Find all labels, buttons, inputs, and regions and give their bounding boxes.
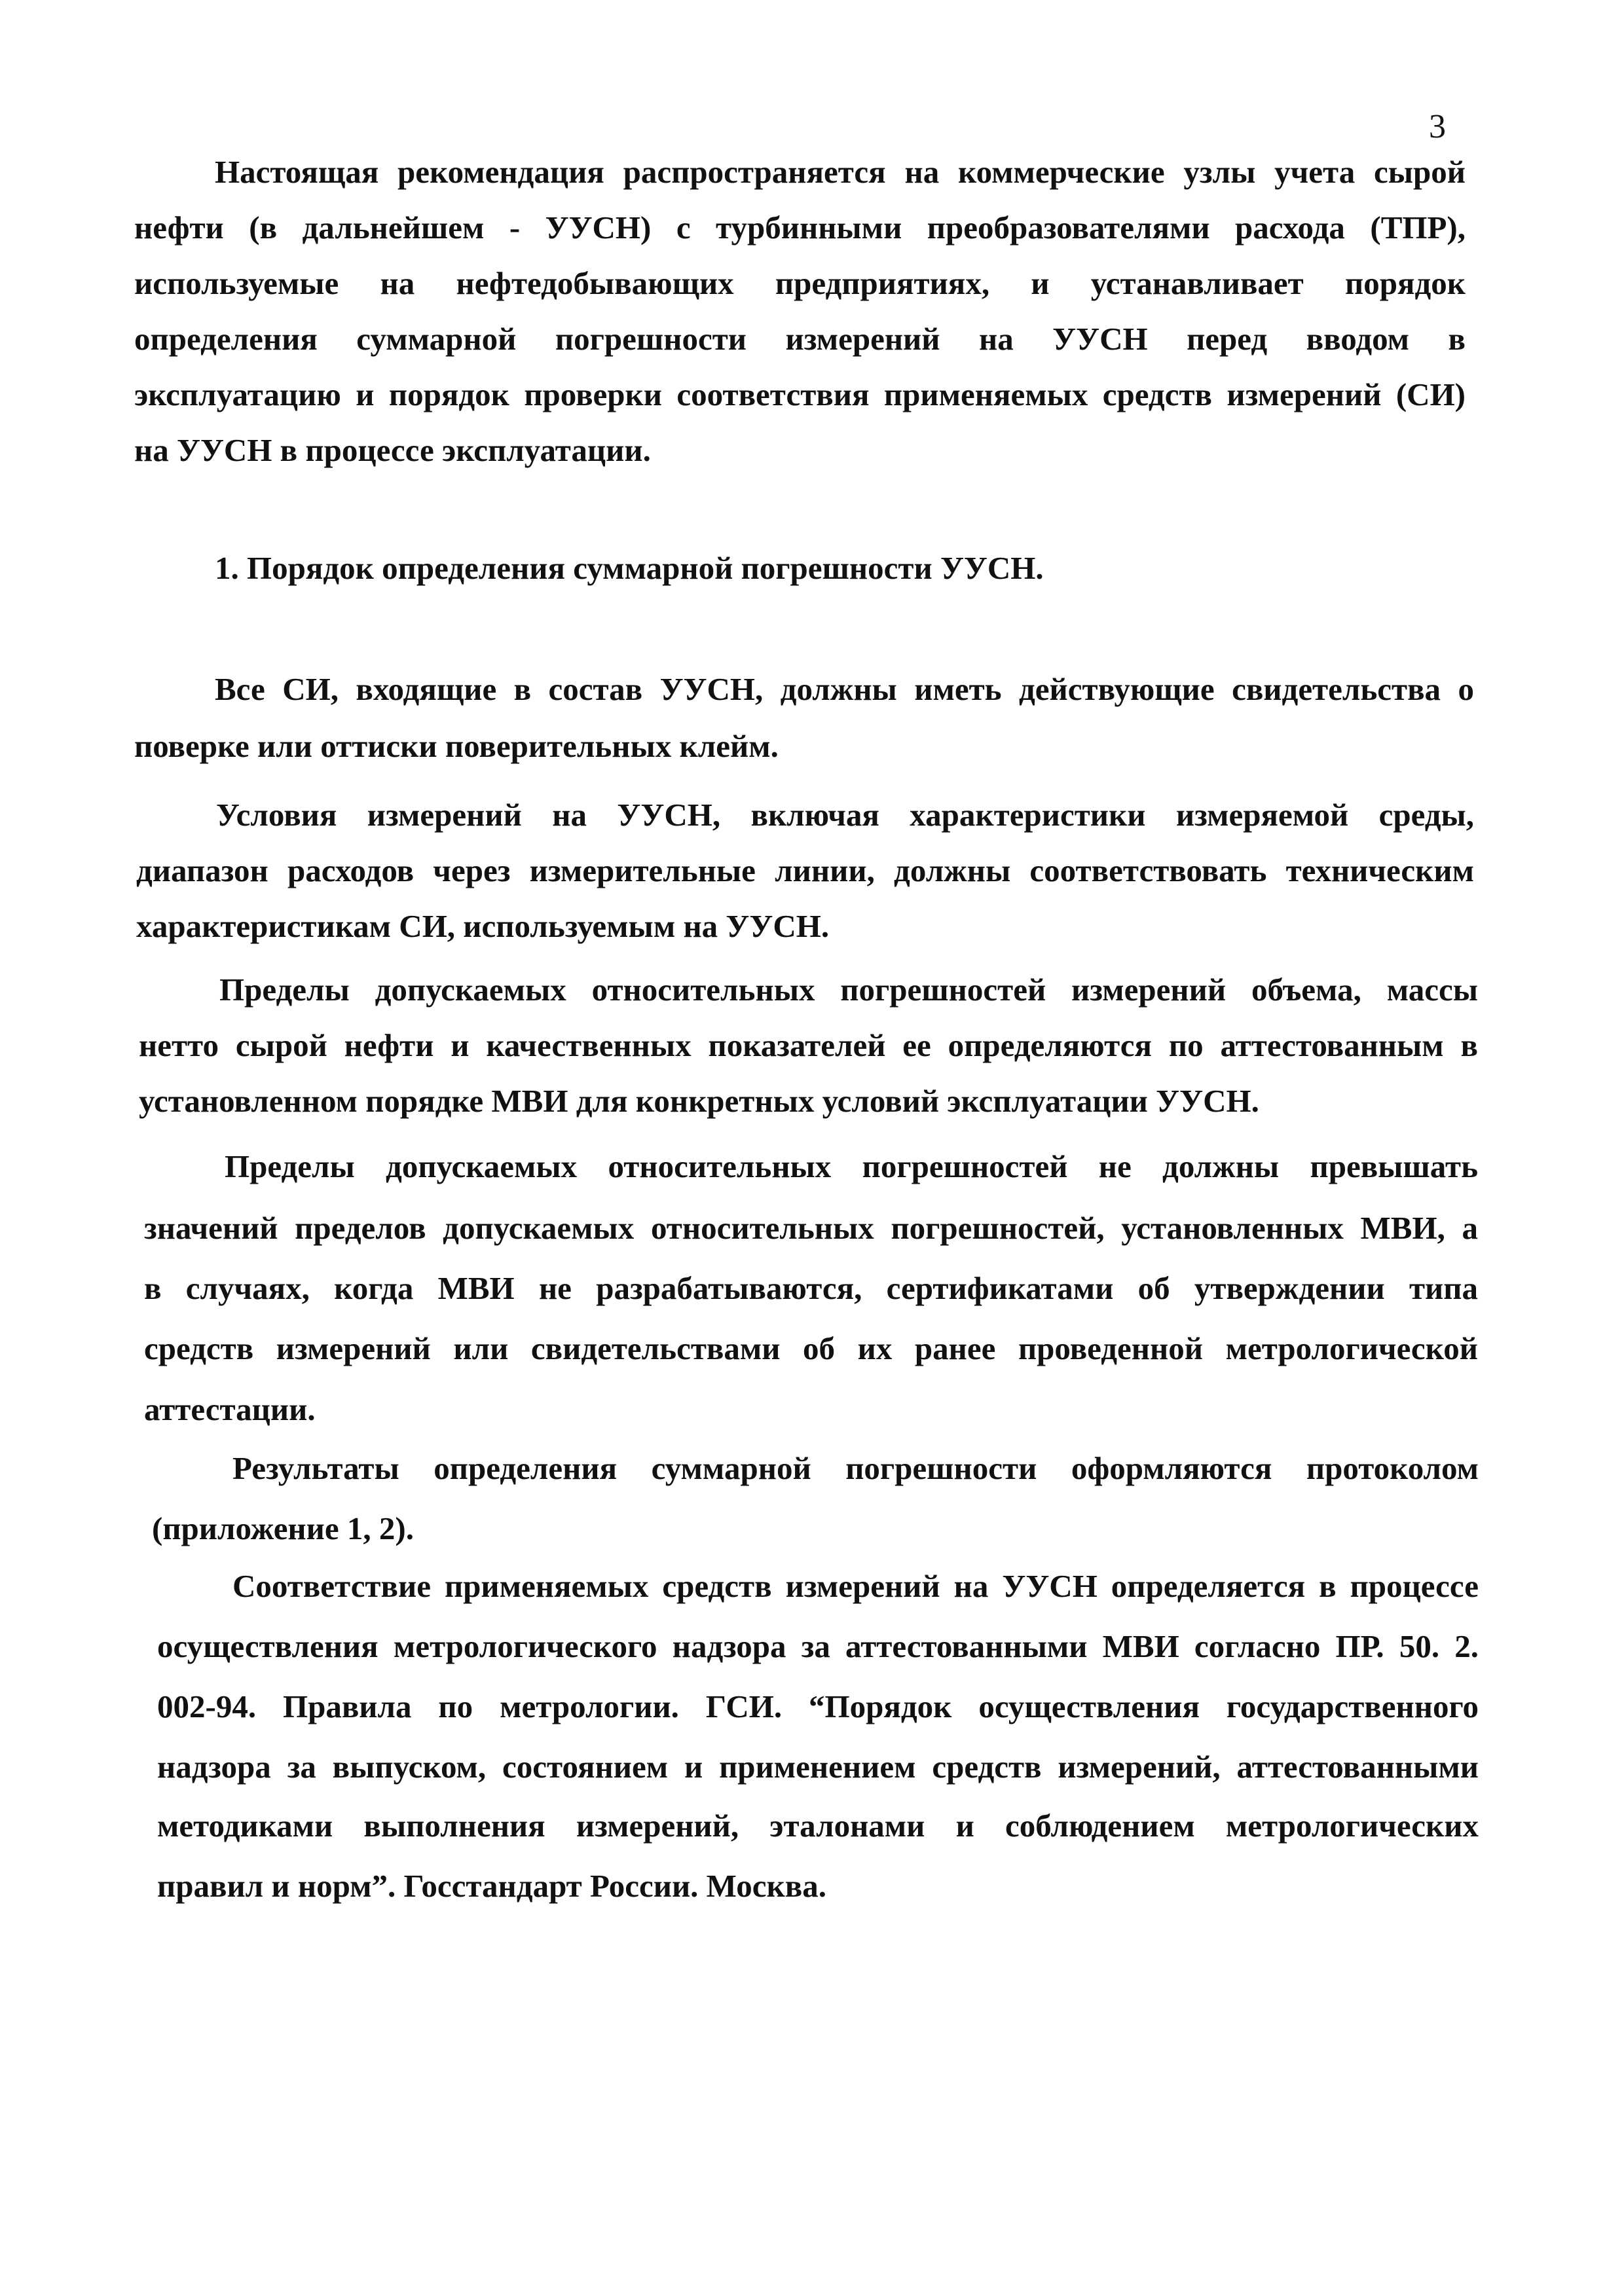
paragraph-line: поверке или оттиски поверительных клейм. bbox=[134, 728, 779, 764]
paragraph-line: диапазон расходов через измерительные линии, должны соответствовать техническим bbox=[136, 852, 1474, 888]
intro-line: используемые на нефтедобывающих предприятиях, и устанавливает порядок bbox=[134, 265, 1466, 301]
intro-line: нефти (в дальнейшем - УУСН) с турбинными преобразователями расхода (ТПР), bbox=[134, 210, 1466, 246]
intro-line: определения суммарной погрешности измерений на УУСН перед вводом в bbox=[134, 321, 1466, 357]
paragraph-line: Соответствие применяемых средств измерений на УУСН определяется в процессе bbox=[232, 1568, 1479, 1604]
intro-line: Настоящая рекомендация распространяется на коммерческие узлы учета сырой bbox=[215, 154, 1466, 190]
paragraph-line: (приложение 1, 2). bbox=[152, 1510, 414, 1546]
section-heading: 1. Порядок определения суммарной погрешности УУСН. bbox=[215, 550, 1044, 586]
paragraph-line: значений пределов допускаемых относительных погрешностей, установленных МВИ, а bbox=[144, 1210, 1478, 1246]
paragraph-line: Все СИ, входящие в состав УУСН, должны иметь действующие свидетельства о bbox=[215, 671, 1474, 707]
paragraph-line: Пределы допускаемых относительных погрешностей измерений объема, массы bbox=[219, 972, 1478, 1008]
intro-line: эксплуатацию и порядок проверки соответствия применяемых средств измерений (СИ) bbox=[134, 376, 1466, 412]
paragraph-line: 002-94. Правила по метрологии. ГСИ. “Порядок осуществления государственного bbox=[157, 1688, 1479, 1724]
paragraph-line: Условия измерений на УУСН, включая характеристики измеряемой среды, bbox=[216, 797, 1474, 833]
paragraph-line: в случаях, когда МВИ не разрабатываются, сертификатами об утверждении типа bbox=[144, 1270, 1478, 1306]
paragraph-line: установленном порядке МВИ для конкретных условий эксплуатации УУСН. bbox=[139, 1083, 1259, 1119]
paragraph-line: средств измерений или свидетельствами об их ранее проведенной метрологической bbox=[144, 1330, 1478, 1366]
paragraph-line: характеристикам СИ, используемым на УУСН. bbox=[136, 908, 830, 944]
paragraph-line: правил и норм”. Госстандарт России. Москва. bbox=[157, 1868, 826, 1904]
paragraph-line: методиками выполнения измерений, эталонами и соблюдением метрологических bbox=[157, 1808, 1479, 1844]
paragraph-line: надзора за выпуском, состоянием и применением средств измерений, аттестованными bbox=[157, 1749, 1479, 1785]
paragraph-line: нетто сырой нефти и качественных показателей ее определяются по аттестованным в bbox=[139, 1027, 1478, 1063]
paragraph-line: аттестации. bbox=[144, 1391, 316, 1427]
page-number: 3 bbox=[1429, 108, 1446, 145]
paragraph-line: Пределы допускаемых относительных погрешностей не должны превышать bbox=[225, 1148, 1478, 1184]
paragraph-line: Результаты определения суммарной погрешности оформляются протоколом bbox=[232, 1450, 1479, 1486]
intro-line: на УУСН в процессе эксплуатации. bbox=[134, 432, 651, 468]
paragraph-line: осуществления метрологического надзора за аттестованными МВИ согласно ПР. 50. 2. bbox=[157, 1628, 1479, 1664]
